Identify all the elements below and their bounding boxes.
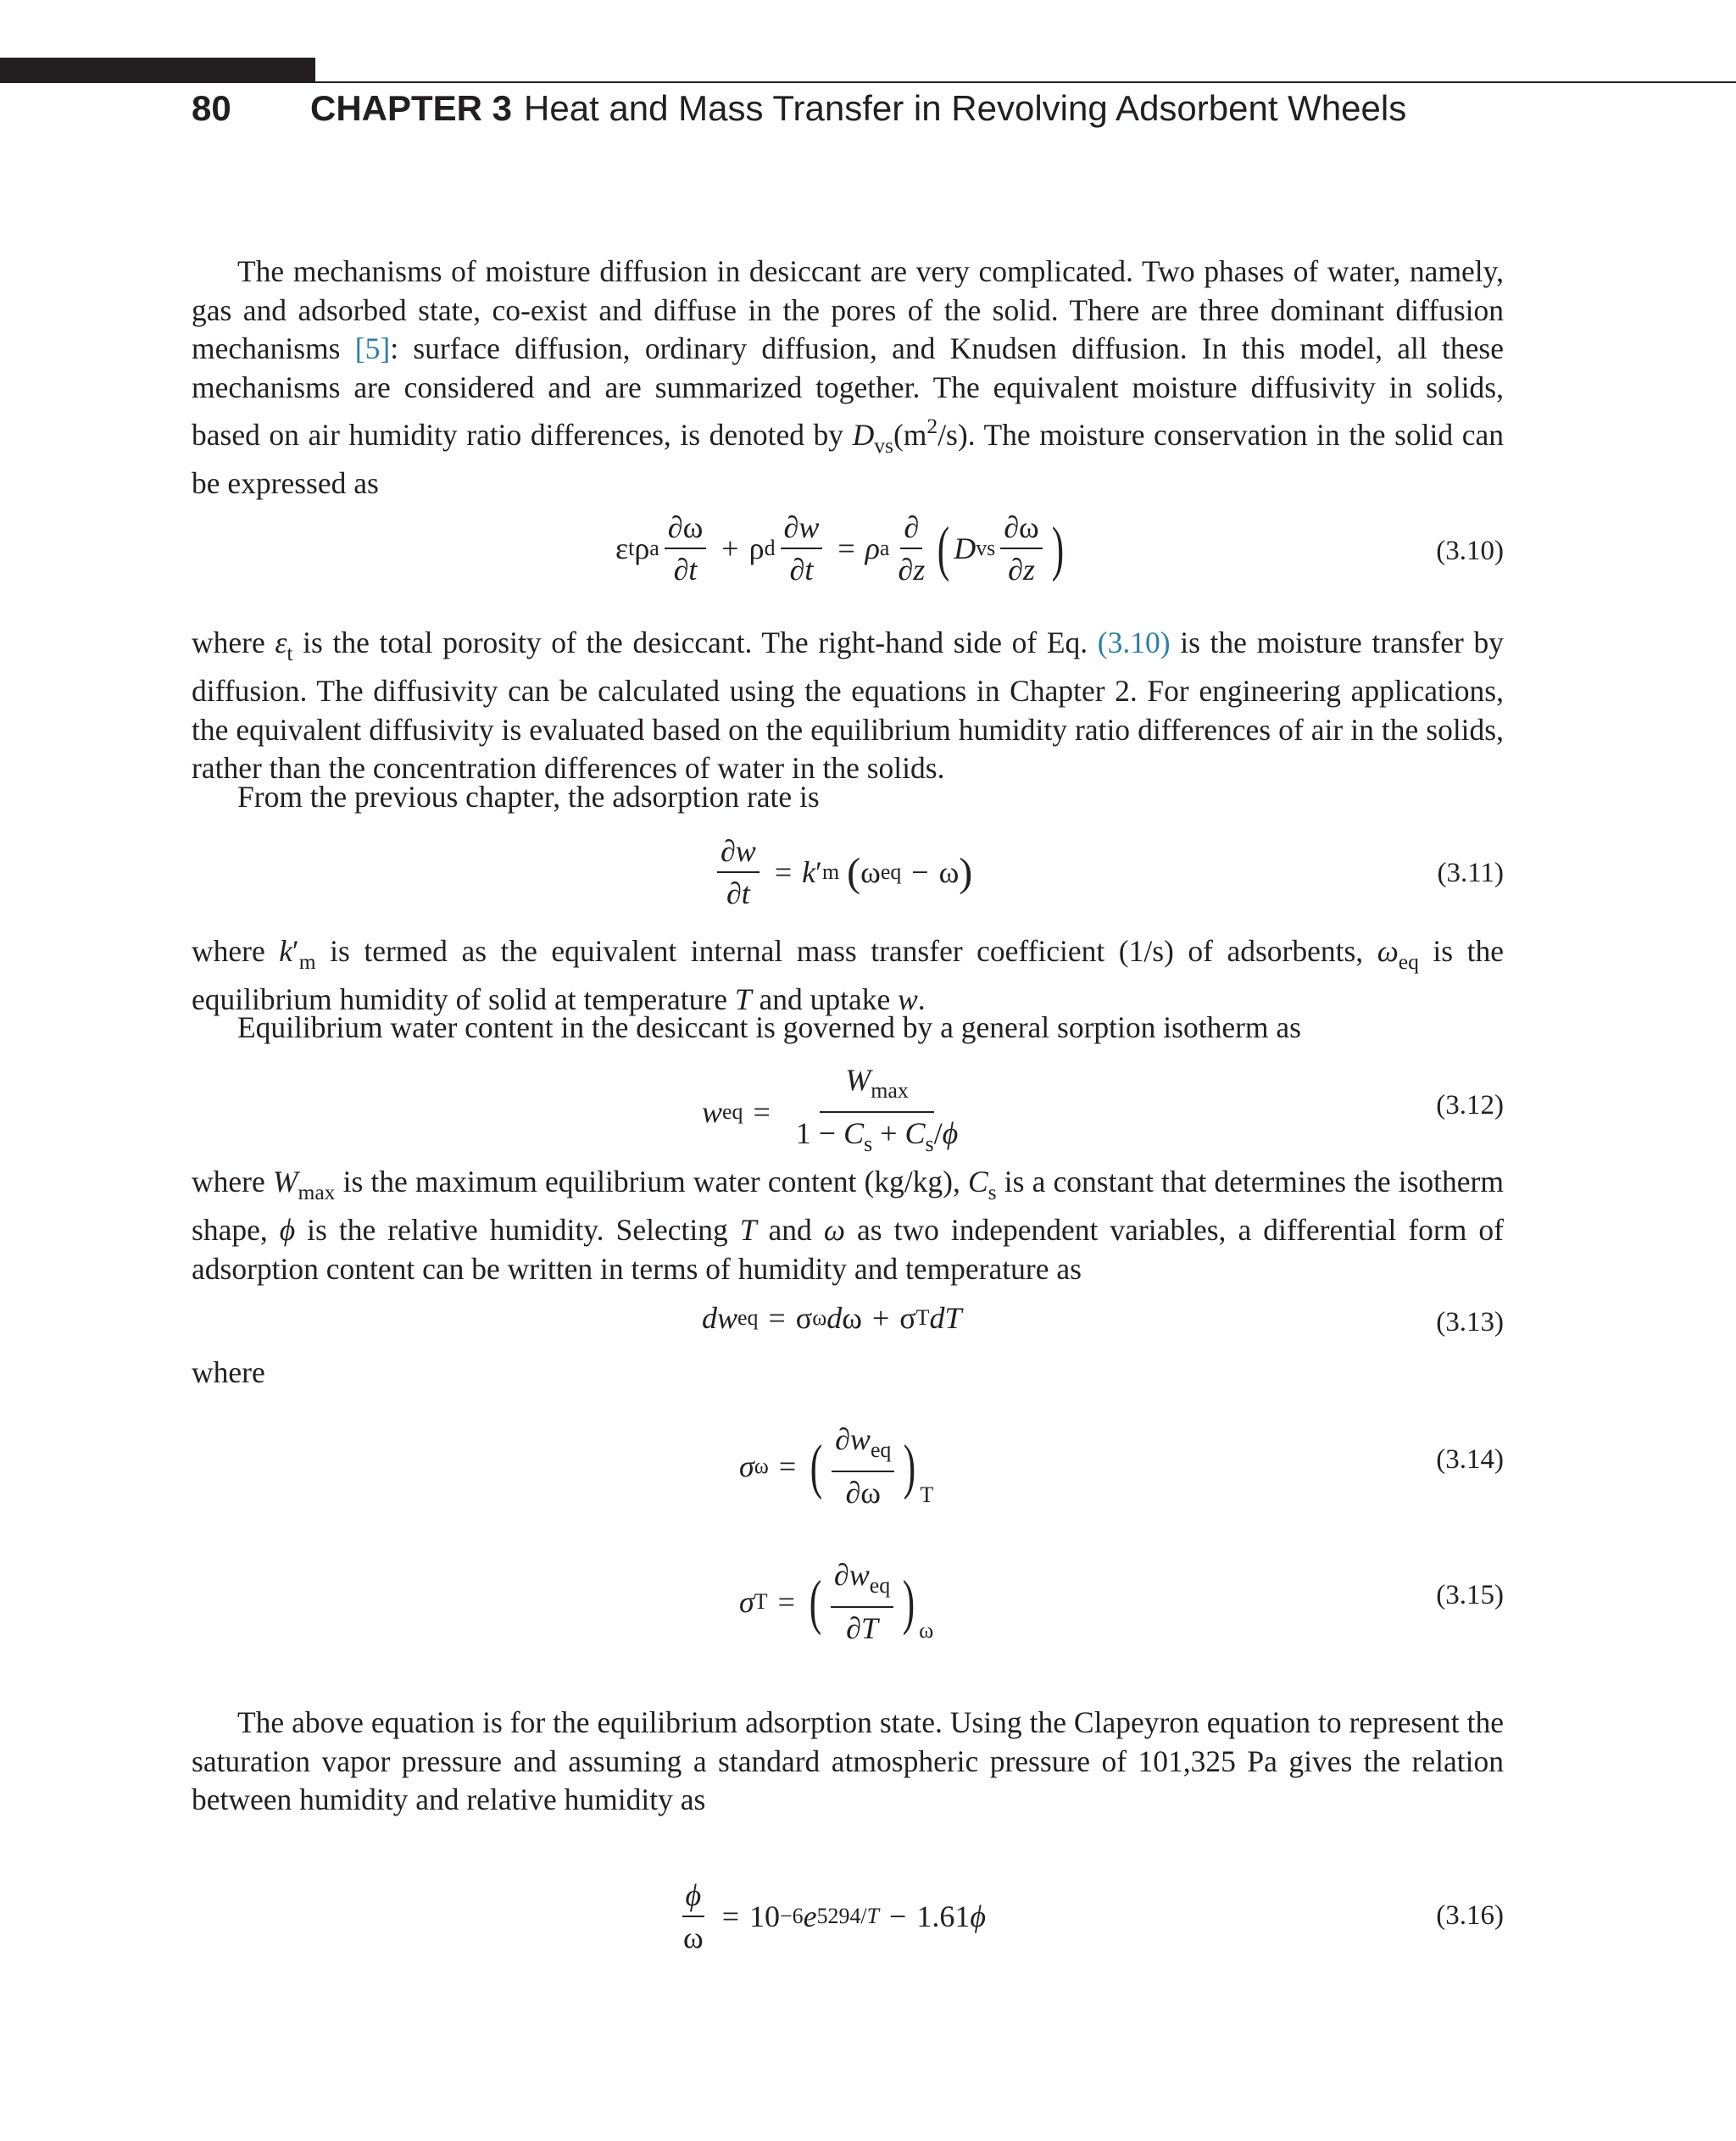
chapter-label: CHAPTER 3 bbox=[310, 88, 513, 128]
paragraph-mass-transfer-coefficient: where $k'_m$ is termed as the equivalent internal mass transfer coefficient (1/s) of adsorbents, $\omega_{eq}$ is the equilibrium humidity of solid at temperature T and uptake w. bbox=[192, 934, 1504, 1017]
page-number: 80 bbox=[192, 88, 231, 128]
header-rule bbox=[315, 81, 1736, 83]
equation-number-3-15: (3.15) bbox=[1436, 1580, 1504, 1610]
where-label: where bbox=[192, 1355, 265, 1389]
equation-number-3-11: (3.11) bbox=[1437, 858, 1504, 888]
equation-3-11: $\frac{\partial w}{\partial t}$ = k ′ m ( ω eq − ω ) bbox=[712, 832, 972, 912]
equation-3-12: w eq = $\frac{W_{max}}{1 - C_s + C_s/\phi}$ bbox=[702, 1063, 959, 1157]
paragraph-differential-form: where $W_{max}$ is the maximum equilibrium water content (kg/kg), $C_s$ is a constant that determines the isotherm shape, ϕ is the relative humidity. Selecting T and ω as two independent variables, a differential form of adsorption content can be written in terms of humidity and temperature as bbox=[192, 1165, 1504, 1286]
equation-number-3-10: (3.10) bbox=[1436, 536, 1504, 566]
paragraph-porosity: where $\varepsilon_t$ is the total porosity of the desiccant. The right-hand side of Eq. (3.10) is the moisture transfer by diffusion. The diffusivity can be calculated using the equations in Chapter 2. For engineering applications, the equivalent diffusivity is evaluated based on the equilibrium humidity ratio differences of air in the solids, rather than the concentration differences of water in the solids. bbox=[192, 626, 1505, 786]
equation-3-13: dw eq = σ ω d ω + σ T dT bbox=[702, 1301, 962, 1335]
paragraph-diffusion-mechanisms: The mechanisms of moisture diffusion in desiccant are very complicated. Two phases of water, namely, gas and adsorbed state, co-exist and diffuse in the pores of the solid. There are three dominant diffusion mechanisms [5]: surface diffusion, ordinary diffusion, and Knudsen diffusion. In this model, all these mechanisms are considered and are summarized together. The equivalent moisture diffusivity in solids, based on air humidity ratio differences, is denoted by $D_{vs}(m^2/s)$. The moisture conservation in the solid can be expressed as bbox=[192, 254, 1505, 501]
citation-link[interactable]: [5] bbox=[354, 331, 391, 365]
paragraph-clapeyron: The above equation is for the equilibrium adsorption state. Using the Clapeyron equation to represent the saturation vapor pressure and assuming a standard atmospheric pressure of 101,325 Pa gives the relation between humidity and relative humidity as bbox=[192, 1705, 1504, 1816]
equation-number-3-12: (3.12) bbox=[1436, 1090, 1504, 1121]
equation-number-3-14: (3.14) bbox=[1436, 1444, 1504, 1475]
equation-3-14: σ ω = ( $\frac{\partial w_{eq}}{\partial\omega}$ ) T bbox=[739, 1422, 934, 1510]
paragraph-adsorption-rate: From the previous chapter, the adsorption rate is bbox=[237, 780, 820, 814]
equation-number-3-16: (3.16) bbox=[1436, 1900, 1504, 1931]
equation-number-3-13: (3.13) bbox=[1436, 1307, 1504, 1337]
equation-3-15: σ T = ( $\frac{\partial w_{eq}}{\partial T}$ ) ω bbox=[739, 1558, 934, 1646]
header-bar bbox=[0, 58, 315, 83]
running-head bbox=[192, 88, 1406, 147]
equation-3-10: ε t ρ a $\frac{\partial\omega}{\partial t}$ + ρ d $\frac{\partial w}{\partial t}$ = ρ a $\frac{\partial}{\partial z}$ ( D vs $\frac{\partial\omega}{\partial z}$ ) bbox=[615, 510, 1064, 587]
paragraph-sorption-isotherm: Equilibrium water content in the desiccant is governed by a general sorption isotherm as bbox=[237, 1010, 1301, 1044]
equation-reference-link[interactable]: (3.10) bbox=[1097, 626, 1171, 659]
chapter-title: Heat and Mass Transfer in Revolving Adsorbent Wheels bbox=[524, 88, 1407, 128]
equation-3-16: $\frac{\phi}{\omega}$ = 10 −6 e 5294/T − 1.61 ϕ bbox=[683, 1878, 986, 1955]
